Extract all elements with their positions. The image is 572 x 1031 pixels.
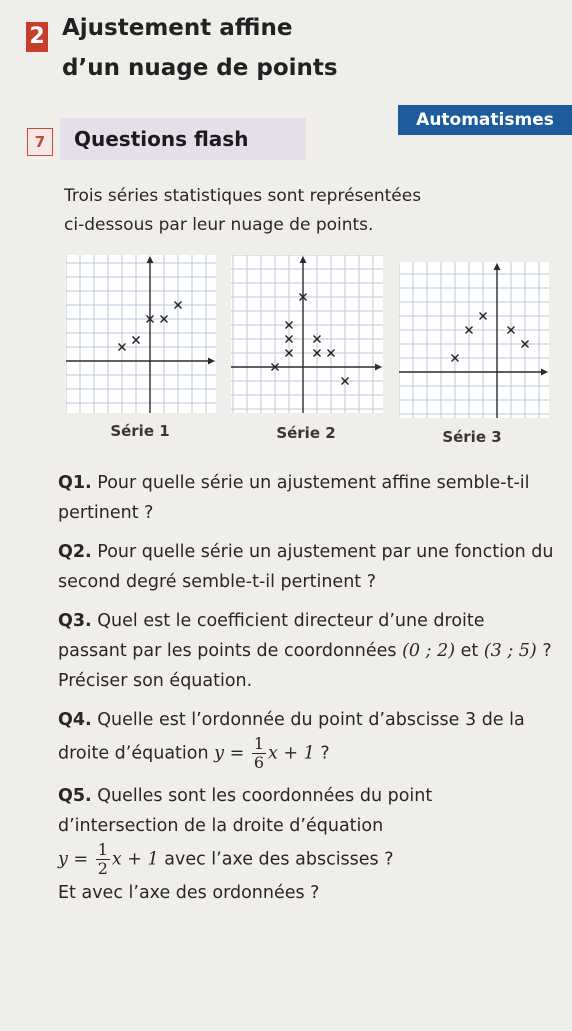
q5-text-a: Quelles sont les coordonnées du point d’intersection de la droite d’équation <box>58 786 433 836</box>
scatter-plot-serie-1 <box>66 255 216 413</box>
q4-text-a: Quelle est l’ordonnée du point d’abscisse 3 de la droite d’équation <box>58 710 525 764</box>
q4-text-b: ? <box>314 743 330 764</box>
q4-frac-den: 6 <box>253 753 264 772</box>
section-title-line1: Ajustement affine <box>62 15 293 41</box>
q5-eq-lhs: y = <box>58 849 94 870</box>
q3-label: Q3. <box>58 611 92 631</box>
question-5 <box>58 781 558 908</box>
exercise-title: Questions flash <box>60 118 306 160</box>
q5-frac-num: 1 <box>97 840 108 859</box>
automatismes-badge: Automatismes <box>398 105 572 135</box>
q3-point-2: (3 ; 5) <box>483 641 537 661</box>
q4-frac-num: 1 <box>253 734 264 753</box>
q5-fraction <box>96 841 110 878</box>
q5-eq-rhs: x + 1 <box>111 849 159 870</box>
q1-text: Pour quelle série un ajustement affine semble-t-il pertinent ? <box>58 473 530 523</box>
q3-text-a: Quel est le coefficient directeur d’une droite passant par les points de coordonnées <box>58 611 485 661</box>
questions-list <box>58 468 558 917</box>
q5-frac-den: 2 <box>97 859 108 878</box>
q3-point-1: (0 ; 2) <box>402 641 456 661</box>
q1-label: Q1. <box>58 473 92 493</box>
q3-text-b: et <box>455 641 484 661</box>
question-4 <box>58 705 558 772</box>
q5-text-c: Et avec l’axe des ordonnées ? <box>58 883 320 903</box>
intro-line2: ci-dessous par leur nuage de points. <box>64 215 374 235</box>
q5-label: Q5. <box>58 786 92 806</box>
section-title <box>62 8 442 88</box>
q4-label: Q4. <box>58 710 92 730</box>
question-3 <box>58 606 558 696</box>
q4-eq-lhs: y = <box>214 743 250 764</box>
q4-fraction <box>252 735 266 772</box>
scatter-plot-serie-3 <box>399 262 549 418</box>
serie-3-label: Série 3 <box>442 428 502 446</box>
exercise-number: 7 <box>27 128 53 156</box>
question-1 <box>58 468 558 528</box>
plot-background <box>231 255 383 413</box>
serie-1-label: Série 1 <box>110 422 170 440</box>
exercise-intro <box>64 182 534 240</box>
intro-line1: Trois séries statistiques sont représentées <box>64 186 422 206</box>
plot-background <box>399 262 549 418</box>
q5-text-b: avec l’axe des abscisses ? <box>158 849 394 870</box>
q4-eq-rhs: x + 1 <box>268 743 315 764</box>
q2-label: Q2. <box>58 542 92 562</box>
question-2 <box>58 537 558 597</box>
q3-text-c: ? Préciser son équation. <box>58 641 552 691</box>
scatter-plot-serie-2 <box>231 255 383 413</box>
serie-2-label: Série 2 <box>276 424 336 442</box>
section-title-line2: d’un nuage de points <box>62 55 338 81</box>
q2-text: Pour quelle série un ajustement par une fonction du second degré semble-t-il pertinent ? <box>58 542 554 592</box>
section-number: 2 <box>26 22 48 52</box>
